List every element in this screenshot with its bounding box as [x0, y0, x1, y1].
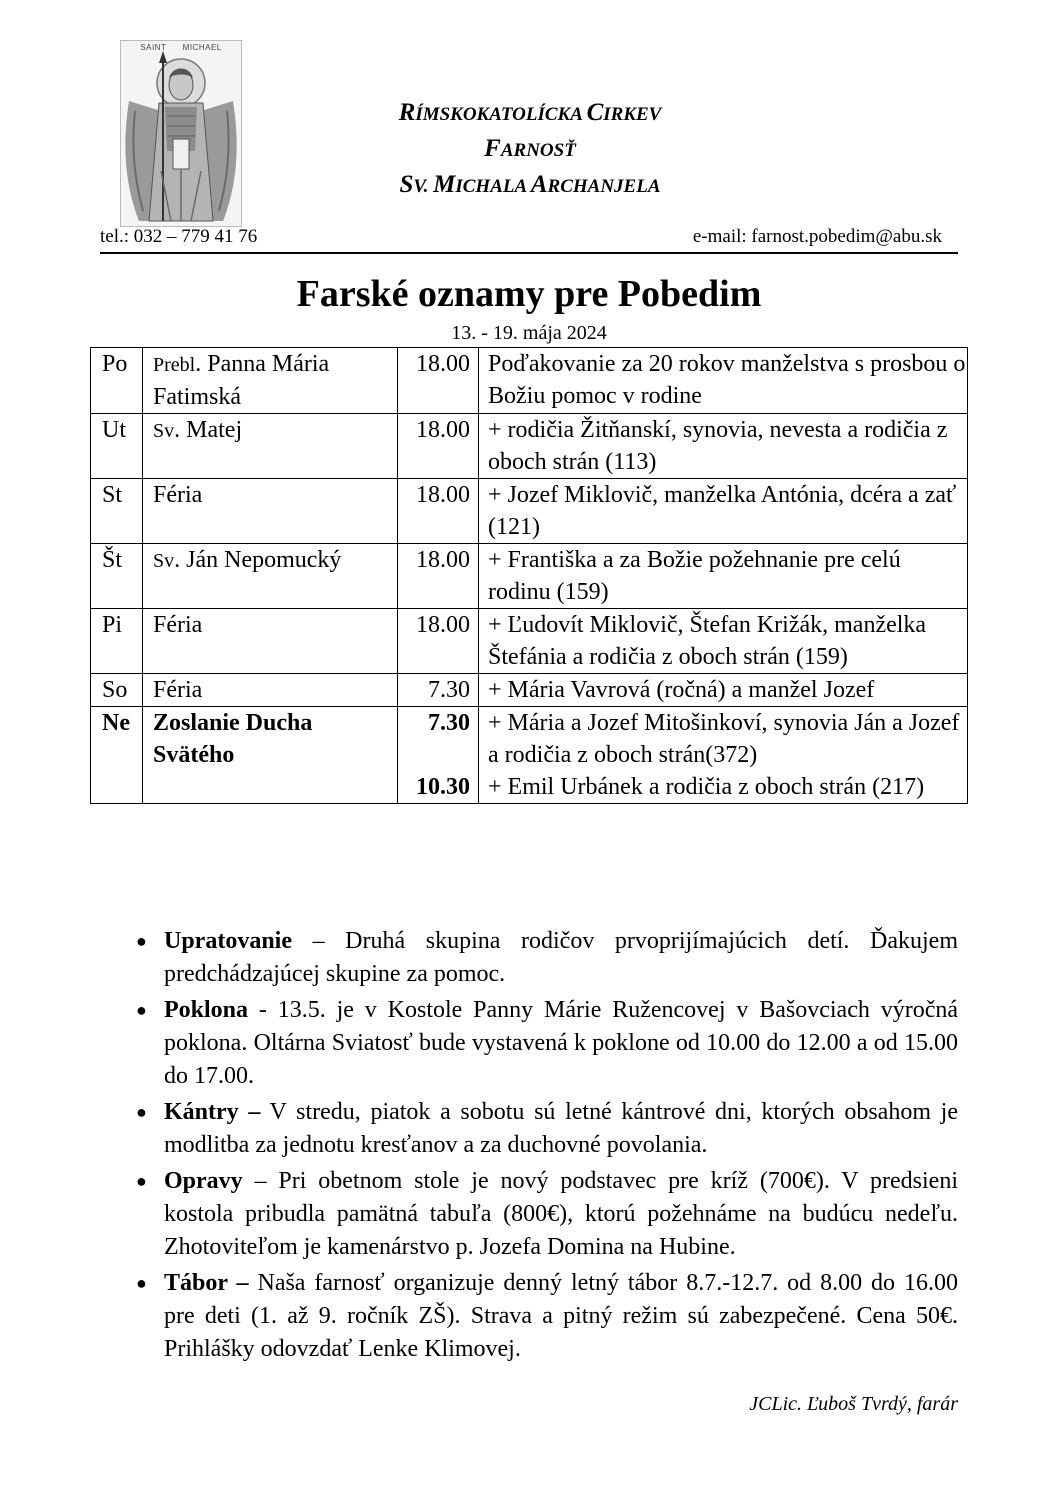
list-item: ● Kántry – V stredu, piatok a sobotu sú letné kántrové dni, ktorých obsahom je modlitba za jednotu kresťanov a za duchovné povolania. — [130, 1096, 958, 1162]
day-cell: Ut — [91, 414, 143, 479]
parish-name — [250, 96, 810, 204]
parish-line-2: FARNOSŤ — [484, 135, 576, 162]
bullet-icon: ● — [136, 931, 147, 951]
feast-cell: Zoslanie Ducha Svätého — [143, 707, 398, 804]
list-item: ● Opravy – Pri obetnom stole je nový podstavec pre kríž (700€). V predsieni kostola pribudla pamätná tabuľa (800€), ktorú požehnáme na budúcu nedeľu. Zhotoviteľom je kamenárstvo p. Jozefa Domina na Hubine. — [130, 1165, 958, 1264]
table-row — [91, 609, 968, 674]
feast-cell: Sv. Ján Nepomucký — [143, 544, 398, 609]
time-cell: 18.00 — [398, 414, 479, 479]
time-cell: 18.00 — [398, 348, 479, 414]
time-cell: 18.00 — [398, 479, 479, 544]
time-cell: 7.30 — [398, 674, 479, 707]
intention-second: + Emil Urbánek a rodičia z oboch strán (217) — [488, 774, 925, 800]
day-cell: Po — [91, 348, 143, 414]
time-cell: 18.00 — [398, 609, 479, 674]
intention-cell — [479, 707, 968, 804]
table-row — [91, 674, 968, 707]
day-cell: Ne — [91, 707, 143, 804]
day-cell: Št — [91, 544, 143, 609]
archangel-figure-icon — [121, 41, 241, 226]
email-address: e-mail: farnost.pobedim@abu.sk — [692, 226, 942, 247]
intention-cell: + rodičia Žitňanskí, synovia, nevesta a rodičia z oboch strán (113) — [479, 414, 968, 479]
intention-first: + Mária a Jozef Mitošinkoví, synovia Ján a Jozef a rodičia z oboch strán(372) — [488, 710, 960, 768]
bullet-icon: ● — [136, 1000, 147, 1020]
intention-cell: + Ľudovít Miklovič, Štefan Križák, manželka Štefánia a rodičia z oboch strán (159) — [479, 609, 968, 674]
list-item: ● Poklona - 13.5. je v Kostole Panny Márie Ružencovej v Bašovciach výročná poklona. Oltárna Sviatosť bude vystavená k poklone od 10.00 do 12.00 a od 15.00 do 17.00. — [130, 994, 958, 1093]
time-cell: 18.00 — [398, 544, 479, 609]
intention-cell: + Jozef Miklovič, manželka Antónia, dcéra a zať (121) — [479, 479, 968, 544]
parish-line-3: SV. MICHALA ARCHANJELA — [399, 171, 661, 198]
mass-schedule-table — [90, 347, 968, 804]
list-item: ● Upratovanie – Druhá skupina rodičov prvoprijímajúcich detí. Ďakujem predchádzajúcej skupine za pomoc. — [130, 925, 958, 991]
parish-line-1: RÍMSKOKATOLÍCKA CIRKEV — [398, 99, 662, 126]
feast-cell: Sv. Matej — [143, 414, 398, 479]
signature: JCLic. Ľuboš Tvrdý, farár — [749, 1393, 958, 1415]
intention-cell: Poďakovanie za 20 rokov manželstva s prosbou o Božiu pomoc v rodine — [479, 348, 968, 414]
page-title: Farské oznamy pre Pobedim — [296, 273, 762, 315]
bullet-icon: ● — [136, 1102, 147, 1122]
feast-cell: Féria — [143, 674, 398, 707]
intention-cell: + Františka a za Božie požehnanie pre celú rodinu (159) — [479, 544, 968, 609]
table-row — [91, 707, 968, 804]
day-cell: Pi — [91, 609, 143, 674]
day-cell: So — [91, 674, 143, 707]
list-item: ● Tábor – Naša farnosť organizuje denný letný tábor 8.7.-12.7. od 8.00 do 16.00 pre deti (1. až 9. ročník ZŠ). Strava a pitný režim sú zabezpečené. Cena 50€. Prihlášky odovzdať Lenke Klimovej. — [130, 1267, 958, 1366]
table-row — [91, 544, 968, 609]
feast-cell: Féria — [143, 609, 398, 674]
phone-number: tel.: 032 – 779 41 76 — [100, 226, 258, 247]
time-cell — [398, 707, 479, 804]
date-range: 13. - 19. mája 2024 — [451, 322, 607, 344]
saint-michael-icon-image — [120, 40, 242, 227]
contact-line — [100, 226, 958, 254]
announcements-list — [130, 925, 958, 1369]
time-second: 10.30 — [416, 774, 470, 800]
day-cell: St — [91, 479, 143, 544]
table-row — [91, 414, 968, 479]
time-first: 7.30 — [428, 710, 470, 736]
bullet-icon: ● — [136, 1171, 147, 1191]
feast-cell: Féria — [143, 479, 398, 544]
feast-cell: Prebl. Panna Mária Fatimská — [143, 348, 398, 414]
icon-caption: SAINT MICHAEL — [140, 43, 222, 52]
bullet-icon: ● — [136, 1273, 147, 1293]
table-row — [91, 479, 968, 544]
intention-cell: + Mária Vavrová (ročná) a manžel Jozef — [479, 674, 968, 707]
table-row — [91, 348, 968, 414]
